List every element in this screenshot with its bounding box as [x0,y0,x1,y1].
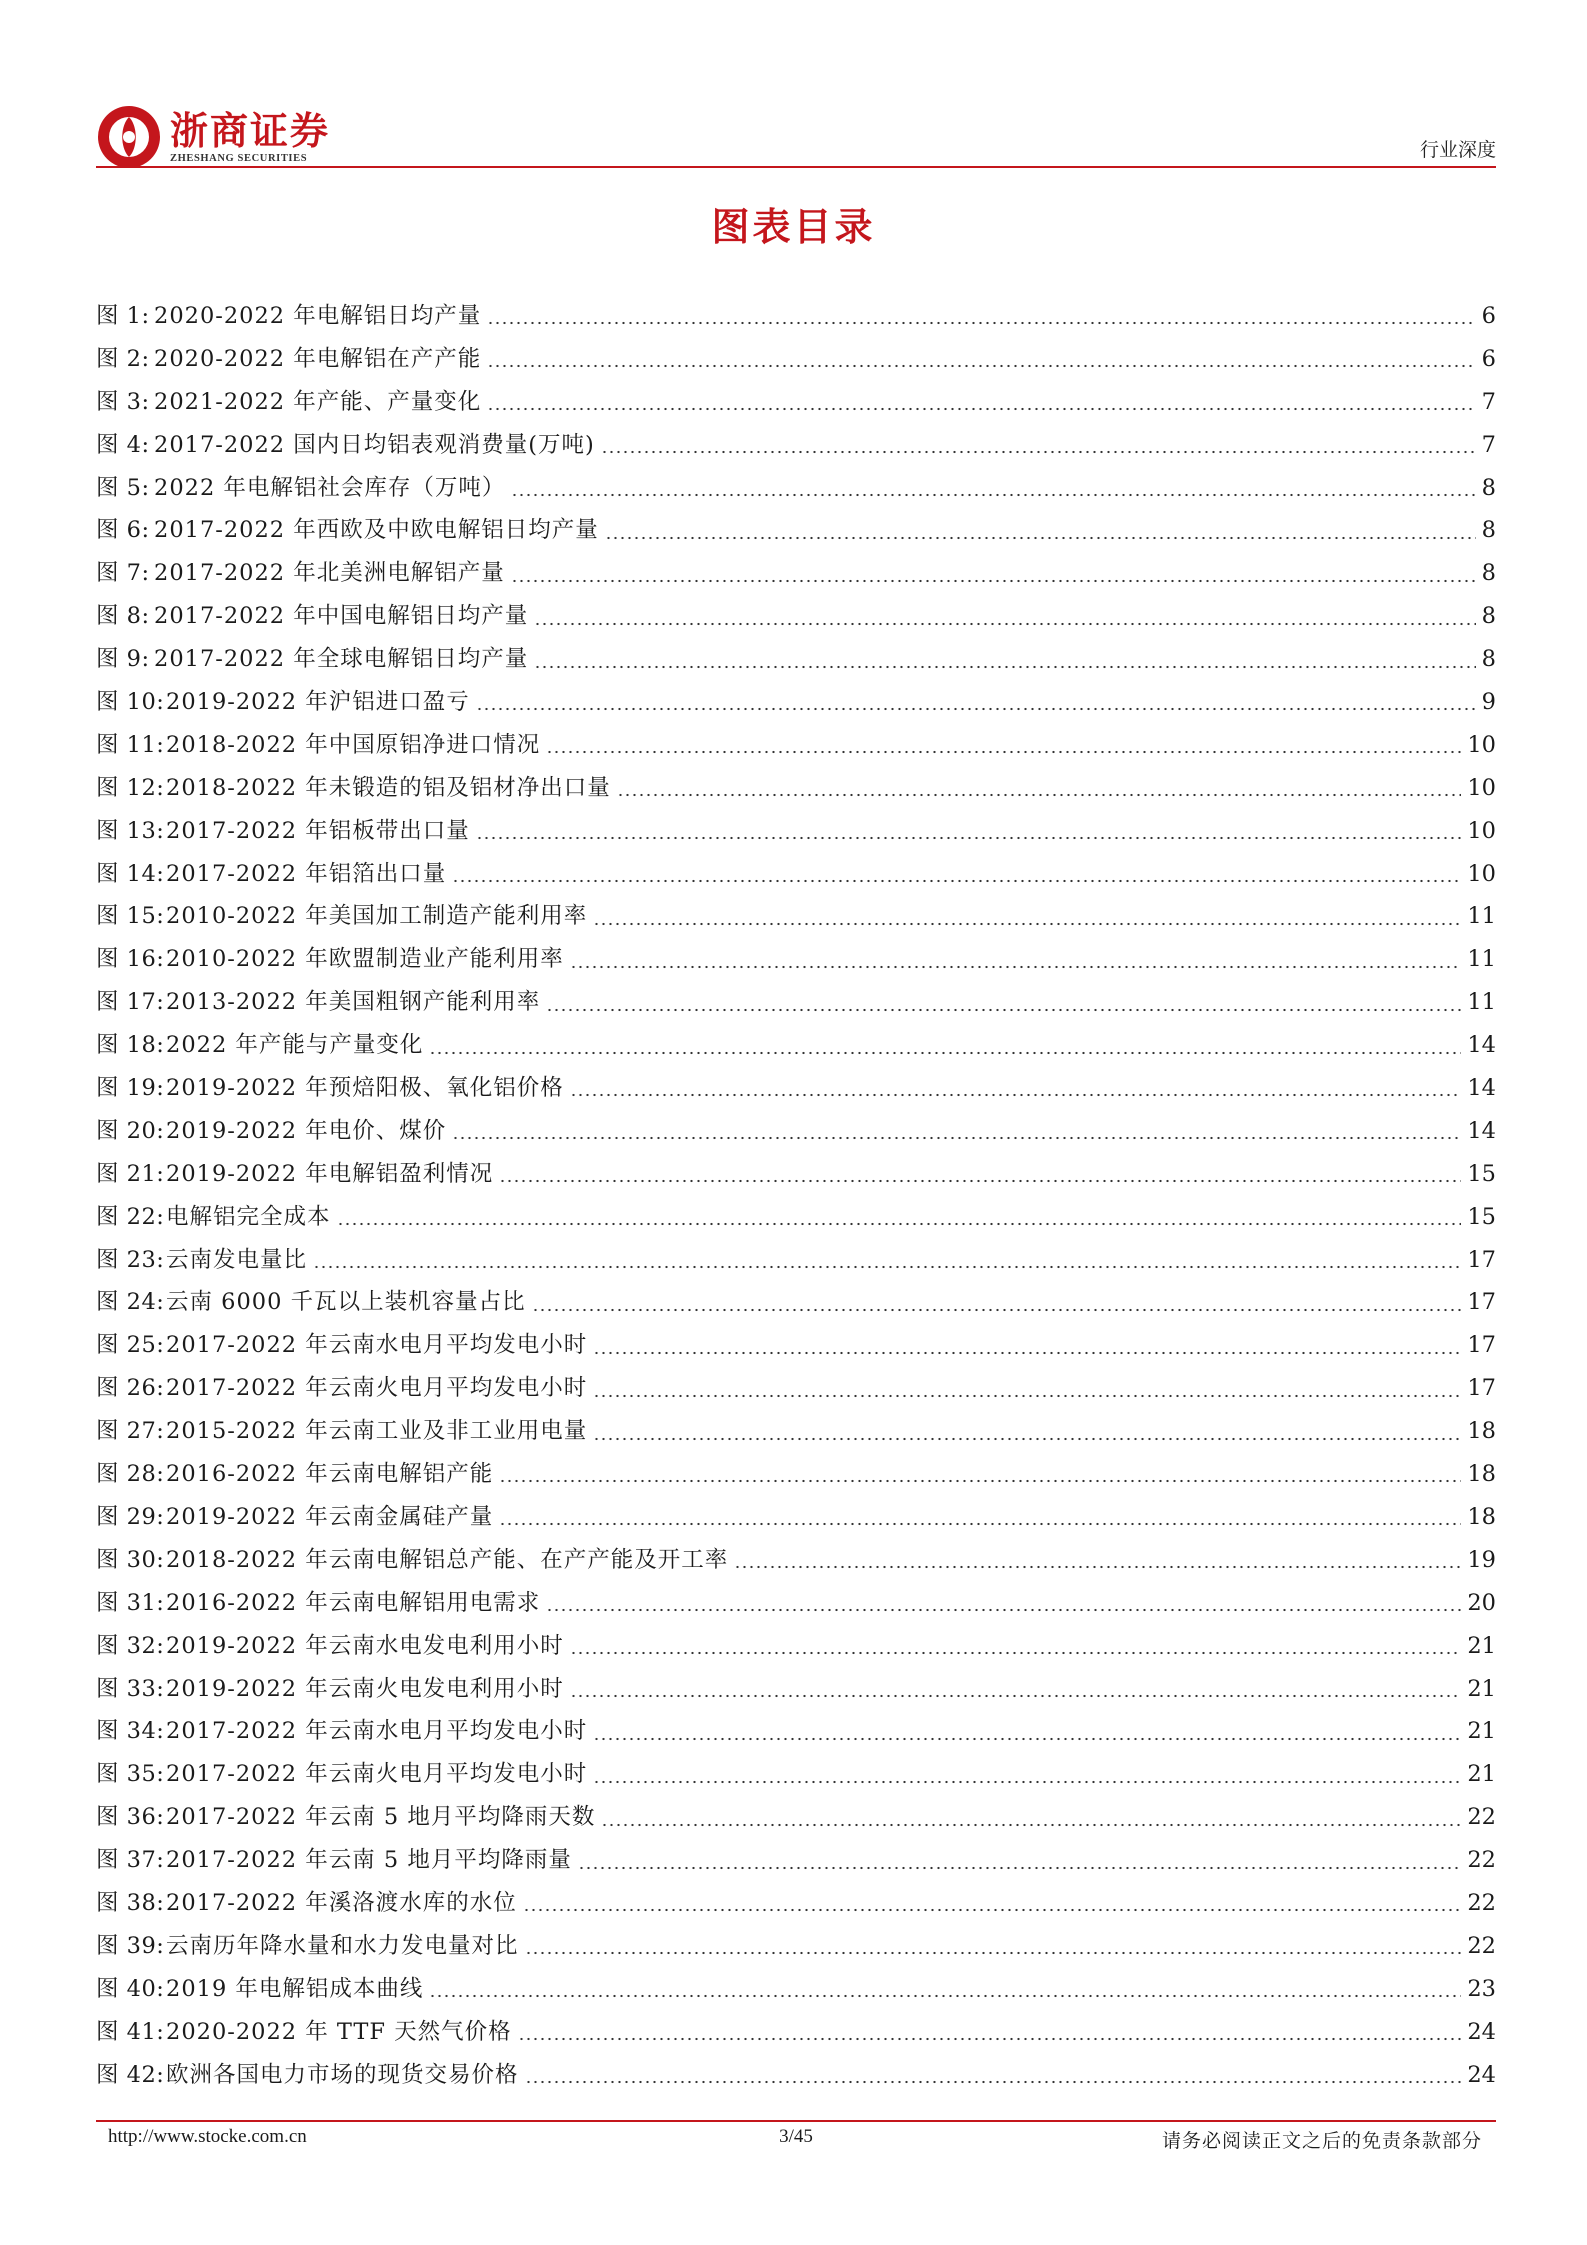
toc-figure-number: 图 16: [96,946,165,973]
toc-figure-title: 2018-2022 年云南电解铝总产能、在产产能及开工率 [166,1546,729,1573]
toc-dot-leader [570,1090,1462,1100]
toc-figure-number: 图 1: [96,303,150,329]
toc-page-number: 15 [1467,1160,1496,1187]
toc-figure-title: 2017-2022 年溪洛渡水库的水位 [166,1889,517,1916]
toc-figure-title: 2020-2022 年 TTF 天然气价格 [166,2018,512,2045]
toc-dot-leader [511,576,1476,586]
toc-entry[interactable] [96,1968,1496,2011]
toc-figure-number: 图 11: [96,731,165,758]
toc-dot-leader [546,747,1461,757]
toc-page-number: 10 [1467,731,1496,758]
toc-figure-number: 图 14: [96,860,165,887]
toc-figure-number: 图 24: [96,1289,165,1316]
toc-figure-number: 图 12: [96,774,165,801]
toc-figure-title: 电解铝完全成本 [166,1203,331,1230]
toc-figure-number: 图 39: [96,1932,165,1959]
toc-page-number: 9 [1481,689,1496,716]
toc-entry[interactable] [96,2054,1496,2097]
toc-entry[interactable] [96,1067,1496,1110]
toc-figure-title: 2018-2022 年中国原铝净进口情况 [166,731,541,758]
toc-figure-number: 图 19: [96,1075,165,1102]
toc-dot-leader [476,704,1476,714]
toc-page-number: 22 [1467,1889,1496,1916]
toc-figure-title: 2017-2022 年全球电解铝日均产量 [154,646,529,673]
toc-figure-number: 图 25: [96,1332,165,1359]
toc-figure-title: 2019-2022 年电解铝盈利情况 [166,1160,494,1187]
toc-dot-leader [734,1562,1461,1572]
toc-figure-number: 图 35: [96,1761,165,1788]
toc-figure-number: 图 4: [96,431,150,458]
toc-figure-number: 图 33: [96,1675,165,1702]
toc-entry[interactable] [96,1410,1496,1453]
toc-page-number: 14 [1467,1117,1496,1144]
footer-divider [96,2120,1496,2122]
toc-dot-leader [511,490,1475,500]
toc-figure-number: 图 29: [96,1503,165,1530]
toc-page-number: 7 [1481,431,1496,458]
toc-figure-title: 云南发电量比 [166,1246,308,1273]
toc-figure-number: 图 37: [96,1847,165,1874]
toc-figure-title: 2020-2022 年电解铝日均产量 [154,303,482,329]
toc-dot-leader [534,662,1475,672]
toc-dot-leader [487,361,1475,371]
toc-figure-title: 2010-2022 年欧盟制造业产能利用率 [166,946,564,973]
toc-entry[interactable] [96,424,1496,467]
toc-entry[interactable] [96,381,1496,424]
toc-entry[interactable] [96,1753,1496,1796]
page-footer [96,2126,1496,2156]
toc-dot-leader [452,876,1461,886]
toc-entry[interactable] [96,681,1496,724]
toc-dot-leader [337,1219,1462,1229]
toc-entry[interactable] [96,1110,1496,1153]
toc-figure-number: 图 27: [96,1418,165,1445]
toc-page-number: 21 [1467,1632,1496,1659]
toc-page-number: 17 [1467,1246,1496,1273]
toc-dot-leader [601,447,1476,457]
toc-dot-leader [429,1048,1461,1058]
toc-page-number: 20 [1467,1589,1496,1616]
toc-figure-title: 2022 年电解铝社会库存（万吨） [154,474,506,501]
toc-figure-title: 2019 年电解铝成本曲线 [166,1975,424,2002]
toc-figure-title: 2019-2022 年云南火电发电利用小时 [166,1675,564,1702]
toc-entry[interactable] [96,724,1496,767]
toc-entry[interactable] [96,938,1496,981]
toc-entry[interactable] [96,810,1496,853]
toc-figure-number: 图 6: [96,517,150,544]
toc-dot-leader [313,1262,1461,1272]
toc-entry[interactable] [96,981,1496,1024]
toc-entry[interactable] [96,595,1496,638]
toc-entry[interactable] [96,338,1496,381]
toc-figure-title: 云南历年降水量和水力发电量对比 [166,1932,519,1959]
toc-figure-number: 图 8: [96,603,150,630]
toc-dot-leader [499,1476,1461,1486]
toc-dot-leader [593,919,1461,929]
toc-dot-leader [525,1948,1462,1958]
document-type: 行业深度 [1419,139,1496,161]
toc-dot-leader [593,1348,1461,1358]
toc-figure-title: 2016-2022 年云南电解铝产能 [166,1461,494,1488]
toc-page-number: 21 [1467,1761,1496,1788]
toc-figure-title: 2020-2022 年电解铝在产产能 [154,345,482,372]
toc-figure-title: 2019-2022 年电价、煤价 [166,1117,447,1144]
toc-figure-title: 2019-2022 年云南水电发电利用小时 [166,1632,564,1659]
toc-page-number: 10 [1467,817,1496,844]
toc-dot-leader [570,1691,1462,1701]
header-divider [96,166,1496,168]
toc-figure-number: 图 20: [96,1117,165,1144]
toc-dot-leader [499,1176,1461,1186]
toc-dot-leader [499,1519,1461,1529]
toc-entry[interactable] [96,1625,1496,1668]
toc-dot-leader [617,790,1462,800]
figure-list [96,295,1496,2096]
toc-figure-number: 图 15: [96,903,165,930]
toc-figure-title: 2017-2022 年铝板带出口量 [166,817,470,844]
toc-page-number: 14 [1467,1075,1496,1102]
toc-figure-title: 2017-2022 年中国电解铝日均产量 [154,603,529,630]
toc-figure-title: 2022 年产能与产量变化 [166,1032,424,1059]
toc-figure-title: 2019-2022 年云南金属硅产量 [166,1503,494,1530]
toc-entry[interactable] [96,467,1496,510]
toc-entry[interactable] [96,1281,1496,1324]
toc-page-number: 23 [1467,1975,1496,2002]
toc-page-number: 10 [1467,774,1496,801]
toc-figure-number: 图 21: [96,1160,165,1187]
toc-page-number: 11 [1467,946,1496,973]
toc-entry[interactable] [96,767,1496,810]
toc-page-number: 18 [1467,1503,1496,1530]
toc-figure-number: 图 5: [96,474,150,501]
toc-page-number: 18 [1467,1418,1496,1445]
toc-figure-number: 图 34: [96,1718,165,1745]
toc-dot-leader [593,1777,1461,1787]
toc-page-number: 14 [1467,1032,1496,1059]
toc-figure-title: 欧洲各国电力市场的现货交易价格 [166,2061,519,2088]
toc-page-number: 8 [1481,560,1496,587]
toc-dot-leader [570,962,1462,972]
toc-page-number: 24 [1467,2061,1496,2088]
toc-figure-title: 2017-2022 年西欧及中欧电解铝日均产量 [154,517,599,544]
toc-page-number: 18 [1467,1461,1496,1488]
toc-page-number: 7 [1481,388,1496,415]
page-title: 图表目录 [711,205,876,249]
toc-figure-title: 云南 6000 千瓦以上装机容量占比 [166,1289,526,1316]
toc-page-number: 19 [1467,1546,1496,1573]
toc-figure-title: 2017-2022 年云南火电月平均发电小时 [166,1761,588,1788]
toc-page-number: 22 [1467,1932,1496,1959]
toc-figure-title: 2018-2022 年未锻造的铝及铝材净出口量 [166,774,611,801]
toc-figure-title: 2017-2022 国内日均铝表观消费量(万吨) [154,431,595,458]
toc-dot-leader [601,1820,1461,1830]
toc-dot-leader [523,1905,1462,1915]
toc-figure-number: 图 10: [96,689,165,716]
toc-dot-leader [487,318,1475,328]
toc-dot-leader [476,833,1462,843]
zheshang-logo-icon [96,104,162,170]
toc-dot-leader [452,1133,1461,1143]
toc-entry[interactable] [96,1196,1496,1239]
toc-entry[interactable] [96,552,1496,595]
toc-entry[interactable] [96,1710,1496,1753]
toc-dot-leader [546,1005,1461,1015]
footer-url[interactable]: http://www.stocke.com.cn [108,2126,307,2147]
toc-figure-number: 图 40: [96,1975,165,2002]
company-logo [96,104,330,170]
toc-figure-title: 2013-2022 年美国粗钢产能利用率 [166,989,541,1016]
toc-figure-number: 图 31: [96,1589,165,1616]
toc-figure-number: 图 7: [96,560,150,587]
toc-page-number: 21 [1467,1675,1496,1702]
toc-entry[interactable] [96,1324,1496,1367]
toc-figure-number: 图 2: [96,345,150,372]
toc-entry[interactable] [96,1882,1496,1925]
disclaimer-note: 请务必阅读正文之后的免责条款部分 [1161,2130,1482,2152]
toc-figure-number: 图 30: [96,1546,165,1573]
toc-entry[interactable] [96,509,1496,552]
toc-page-number: 17 [1467,1289,1496,1316]
toc-figure-number: 图 28: [96,1461,165,1488]
toc-figure-number: 图 3: [96,388,150,415]
toc-entry[interactable] [96,1453,1496,1496]
toc-page-number: 24 [1467,2018,1496,2045]
toc-figure-title: 2017-2022 年北美洲电解铝产量 [154,560,505,587]
toc-entry[interactable] [96,1239,1496,1282]
toc-page-number: 15 [1467,1203,1496,1230]
toc-figure-title: 2017-2022 年云南火电月平均发电小时 [166,1375,588,1402]
toc-page-number: 22 [1467,1847,1496,1874]
toc-figure-number: 图 38: [96,1889,165,1916]
toc-figure-title: 2017-2022 年云南 5 地月平均降雨量 [166,1847,572,1874]
toc-figure-number: 图 26: [96,1375,165,1402]
toc-dot-leader [578,1863,1461,1873]
toc-page-number: 8 [1481,517,1496,544]
toc-entry[interactable] [96,1024,1496,1067]
toc-entry[interactable] [96,1668,1496,1711]
toc-page-number: 11 [1467,903,1496,930]
toc-figure-title: 2010-2022 年美国加工制造产能利用率 [166,903,588,930]
toc-entry[interactable] [96,1925,1496,1968]
toc-figure-number: 图 32: [96,1632,165,1659]
toc-figure-number: 图 36: [96,1804,165,1831]
toc-dot-leader [605,533,1476,543]
toc-dot-leader [570,1648,1462,1658]
page-number: 3/45 [779,2126,813,2147]
toc-entry[interactable] [96,1582,1496,1625]
toc-figure-title: 2017-2022 年铝箔出口量 [166,860,447,887]
toc-dot-leader [593,1434,1461,1444]
toc-figure-title: 2019-2022 年预焙阳极、氧化铝价格 [166,1075,564,1102]
toc-dot-leader [532,1305,1462,1315]
toc-entry[interactable] [96,1367,1496,1410]
logo-chinese-name: 浙商证券 [170,108,331,153]
toc-dot-leader [546,1605,1461,1615]
toc-dot-leader [593,1391,1461,1401]
toc-figure-title: 2017-2022 年云南 5 地月平均降雨天数 [166,1804,596,1831]
toc-page-number: 11 [1467,989,1496,1016]
logo-english-name: ZHESHANG SECURITIES [170,152,308,164]
toc-figure-number: 图 23: [96,1246,165,1273]
toc-entry[interactable] [96,1796,1496,1839]
toc-page-number: 10 [1467,860,1496,887]
toc-entry[interactable] [96,853,1496,896]
toc-dot-leader [487,404,1475,414]
toc-figure-number: 图 9: [96,646,150,673]
toc-figure-title: 2019-2022 年沪铝进口盈亏 [166,689,470,716]
toc-dot-leader [525,2077,1462,2087]
toc-page-number: 8 [1481,646,1496,673]
toc-figure-title: 2017-2022 年云南水电月平均发电小时 [166,1332,588,1359]
toc-entry[interactable] [96,1153,1496,1196]
toc-figure-title: 2017-2022 年云南水电月平均发电小时 [166,1718,588,1745]
toc-figure-number: 图 13: [96,817,165,844]
page-header [96,96,1496,170]
toc-entry[interactable] [96,1839,1496,1882]
toc-page-number: 8 [1481,603,1496,630]
toc-entry[interactable] [96,2011,1496,2054]
toc-entry[interactable] [96,295,1496,338]
toc-entry[interactable] [96,1496,1496,1539]
toc-figure-title: 2016-2022 年云南电解铝用电需求 [166,1589,541,1616]
toc-page-number: 21 [1467,1718,1496,1745]
toc-page-number: 6 [1481,303,1496,329]
toc-dot-leader [534,619,1475,629]
toc-figure-title: 2015-2022 年云南工业及非工业用电量 [166,1418,588,1445]
toc-entry[interactable] [96,1539,1496,1582]
toc-figure-number: 图 17: [96,989,165,1016]
toc-page-number: 17 [1467,1332,1496,1359]
toc-figure-number: 图 41: [96,2018,165,2045]
toc-page-number: 22 [1467,1804,1496,1831]
toc-dot-leader [518,2034,1462,2044]
toc-entry[interactable] [96,638,1496,681]
toc-page-number: 17 [1467,1375,1496,1402]
toc-page-number: 8 [1481,474,1496,501]
toc-dot-leader [429,1991,1461,2001]
toc-figure-number: 图 42: [96,2061,165,2088]
toc-figure-title: 2021-2022 年产能、产量变化 [154,388,482,415]
toc-figure-number: 图 22: [96,1203,165,1230]
toc-dot-leader [593,1734,1461,1744]
toc-figure-number: 图 18: [96,1032,165,1059]
toc-entry[interactable] [96,895,1496,938]
toc-page-number: 6 [1481,345,1496,372]
